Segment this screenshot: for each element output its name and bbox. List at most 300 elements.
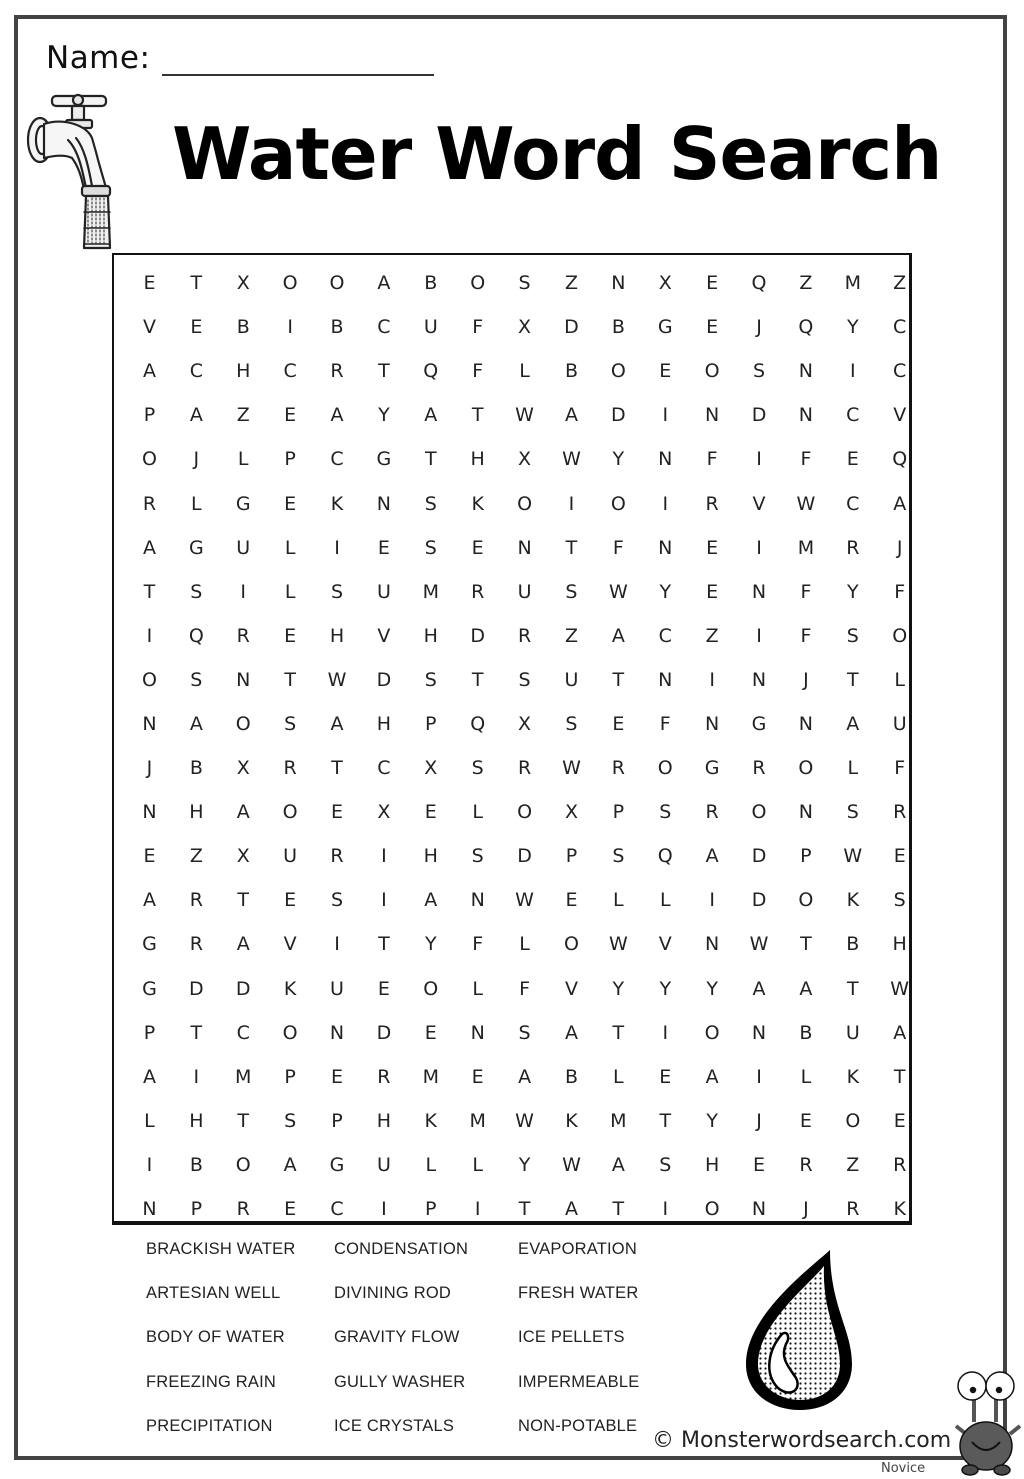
grid-cell[interactable]: B (330, 316, 344, 339)
grid-cell[interactable]: W (515, 889, 534, 912)
grid-cell[interactable]: U (283, 845, 298, 868)
grid-cell[interactable]: E (190, 316, 203, 339)
grid-cell[interactable]: Z (564, 624, 578, 647)
grid-cell[interactable]: T (190, 1021, 203, 1044)
grid-cell[interactable]: S (284, 712, 297, 735)
grid-cell[interactable]: N (376, 492, 391, 515)
grid-cell[interactable]: A (752, 977, 766, 1000)
grid-cell[interactable]: E (799, 1109, 812, 1132)
grid-cell[interactable]: I (662, 1021, 669, 1044)
grid-cell[interactable]: D (751, 889, 767, 912)
grid-cell[interactable]: B (189, 1153, 203, 1176)
grid-cell[interactable]: W (843, 845, 863, 868)
grid-cell[interactable]: W (608, 580, 628, 603)
grid-cell[interactable]: H (892, 933, 907, 956)
grid-cell[interactable]: R (846, 536, 860, 559)
grid-cell[interactable]: O (282, 801, 298, 824)
grid-cell[interactable]: Y (378, 404, 390, 427)
grid-cell[interactable]: I (662, 1198, 669, 1221)
grid-cell[interactable]: L (800, 1065, 812, 1088)
grid-cell[interactable]: W (562, 757, 581, 780)
grid-cell[interactable]: A (236, 933, 250, 956)
grid-cell[interactable]: O (751, 801, 767, 824)
grid-cell[interactable]: H (236, 360, 251, 383)
grid-cell[interactable]: X (377, 801, 391, 824)
grid-cell[interactable]: S (659, 1153, 672, 1176)
grid-cell[interactable]: G (376, 448, 392, 471)
grid-cell[interactable]: J (756, 1109, 762, 1132)
grid-cell[interactable]: S (893, 889, 906, 912)
grid-cell[interactable]: H (189, 1109, 204, 1132)
grid-cell[interactable]: S (471, 757, 484, 780)
grid-cell[interactable]: A (330, 404, 344, 427)
grid-cell[interactable]: B (189, 757, 203, 780)
grid-cell[interactable]: T (612, 1198, 625, 1221)
grid-cell[interactable]: S (284, 1109, 297, 1132)
grid-cell[interactable]: A (518, 1065, 532, 1088)
grid-cell[interactable]: L (284, 580, 296, 603)
grid-cell[interactable]: R (893, 801, 907, 824)
grid-cell[interactable]: L (237, 448, 249, 471)
grid-cell[interactable]: F (472, 360, 484, 383)
grid-cell[interactable]: P (425, 712, 437, 735)
grid-cell[interactable]: W (562, 448, 581, 471)
grid-cell[interactable]: U (892, 712, 907, 735)
grid-cell[interactable]: Y (518, 1153, 531, 1176)
grid-cell[interactable]: A (564, 1198, 578, 1221)
grid-cell[interactable]: I (146, 1153, 153, 1176)
grid-cell[interactable]: F (659, 712, 671, 735)
grid-cell[interactable]: F (519, 977, 531, 1000)
grid-cell[interactable]: O (657, 757, 673, 780)
grid-cell[interactable]: B (424, 272, 438, 295)
grid-cell[interactable]: R (893, 1153, 907, 1176)
grid-cell[interactable]: N (517, 536, 532, 559)
grid-cell[interactable]: S (518, 272, 531, 295)
grid-cell[interactable]: X (424, 757, 438, 780)
grid-cell[interactable]: I (850, 360, 856, 383)
grid-cell[interactable]: T (237, 889, 250, 912)
grid-cell[interactable]: X (518, 448, 532, 471)
grid-cell[interactable]: G (142, 933, 157, 956)
grid-cell[interactable]: E (471, 536, 484, 559)
grid-cell[interactable]: S (518, 1021, 531, 1044)
grid-cell[interactable]: S (330, 580, 344, 603)
grid-cell[interactable]: I (334, 536, 340, 559)
grid-cell[interactable]: Y (706, 977, 718, 1000)
grid-cell[interactable]: H (423, 624, 438, 647)
grid-cell[interactable]: T (424, 448, 437, 471)
grid-cell[interactable]: Y (659, 977, 672, 1000)
grid-cell[interactable]: I (381, 889, 387, 912)
grid-cell[interactable]: F (612, 536, 624, 559)
grid-cell[interactable]: S (612, 845, 625, 868)
grid-cell[interactable]: E (893, 1109, 906, 1132)
grid-cell[interactable]: N (705, 712, 720, 735)
grid-cell[interactable]: I (756, 624, 762, 647)
grid-cell[interactable]: C (893, 360, 907, 383)
grid-cell[interactable]: L (284, 536, 296, 559)
grid-cell[interactable]: E (565, 889, 578, 912)
grid-cell[interactable]: C (658, 624, 672, 647)
grid-cell[interactable]: J (896, 536, 903, 559)
grid-cell[interactable]: R (189, 889, 203, 912)
grid-cell[interactable]: M (422, 1065, 439, 1088)
grid-cell[interactable]: L (472, 977, 483, 1000)
grid-cell[interactable]: P (190, 1198, 203, 1221)
grid-cell[interactable]: F (894, 757, 906, 780)
grid-cell[interactable]: D (235, 977, 251, 1000)
grid-cell[interactable]: W (327, 668, 347, 691)
grid-cell[interactable]: V (658, 933, 672, 956)
grid-cell[interactable]: I (381, 845, 387, 868)
grid-cell[interactable]: R (330, 360, 344, 383)
grid-cell[interactable]: O (610, 492, 626, 515)
grid-cell[interactable]: Y (847, 316, 859, 339)
grid-cell[interactable]: H (704, 1153, 720, 1176)
grid-cell[interactable]: V (283, 933, 297, 956)
grid-cell[interactable]: E (284, 889, 297, 912)
grid-cell[interactable]: E (331, 801, 344, 824)
grid-cell[interactable]: A (283, 1153, 297, 1176)
grid-cell[interactable]: Z (189, 845, 203, 868)
grid-cell[interactable]: S (518, 668, 531, 691)
grid-cell[interactable]: T (893, 1065, 906, 1088)
grid-cell[interactable]: Q (188, 624, 204, 647)
grid-cell[interactable]: L (191, 492, 202, 515)
grid-cell[interactable]: Q (423, 360, 439, 383)
grid-cell[interactable]: R (142, 492, 157, 515)
grid-cell[interactable]: H (470, 448, 485, 471)
grid-cell[interactable]: E (706, 580, 719, 603)
grid-cell[interactable]: R (752, 757, 766, 780)
grid-cell[interactable]: W (515, 1109, 534, 1132)
name-input-line[interactable] (162, 41, 434, 76)
grid-cell[interactable]: J (146, 757, 153, 780)
grid-cell[interactable]: J (803, 668, 809, 691)
grid-cell[interactable]: F (894, 580, 906, 603)
grid-cell[interactable]: P (143, 404, 156, 427)
grid-cell[interactable]: N (798, 712, 814, 735)
grid-cell[interactable]: E (377, 536, 390, 559)
grid-cell[interactable]: T (378, 933, 390, 956)
grid-cell[interactable]: F (800, 448, 812, 471)
grid-cell[interactable]: R (611, 757, 625, 780)
grid-cell[interactable]: W (562, 1153, 581, 1176)
grid-cell[interactable]: O (517, 801, 533, 824)
grid-cell[interactable]: B (799, 1021, 813, 1044)
grid-cell[interactable]: G (329, 1153, 345, 1176)
letter-grid[interactable] (126, 261, 923, 1231)
grid-cell[interactable]: I (662, 492, 669, 515)
grid-cell[interactable]: S (424, 668, 437, 691)
grid-cell[interactable]: X (658, 272, 672, 295)
grid-cell[interactable]: X (236, 845, 250, 868)
grid-cell[interactable]: X (518, 712, 532, 735)
grid-cell[interactable]: X (518, 316, 532, 339)
grid-cell[interactable]: A (142, 360, 156, 383)
grid-cell[interactable]: S (846, 624, 859, 647)
grid-cell[interactable]: H (329, 624, 345, 647)
grid-cell[interactable]: E (284, 492, 297, 515)
grid-cell[interactable]: O (704, 1198, 720, 1221)
grid-cell[interactable]: T (565, 536, 578, 559)
grid-cell[interactable]: R (236, 1198, 250, 1221)
grid-cell[interactable]: A (705, 845, 719, 868)
grid-cell[interactable]: A (611, 624, 625, 647)
grid-cell[interactable]: L (613, 1065, 624, 1088)
grid-cell[interactable]: C (283, 360, 297, 383)
grid-cell[interactable]: T (471, 668, 484, 691)
grid-cell[interactable]: O (235, 712, 251, 735)
grid-cell[interactable]: Y (612, 448, 625, 471)
grid-cell[interactable]: Z (236, 404, 250, 427)
grid-cell[interactable]: M (422, 580, 439, 603)
grid-cell[interactable]: A (330, 712, 344, 735)
grid-cell[interactable]: A (424, 889, 438, 912)
grid-cell[interactable]: I (240, 580, 247, 603)
grid-cell[interactable]: W (796, 492, 816, 515)
grid-cell[interactable]: C (330, 448, 344, 471)
grid-cell[interactable]: O (517, 492, 533, 515)
grid-cell[interactable]: E (331, 1065, 344, 1088)
grid-cell[interactable]: Q (892, 448, 908, 471)
grid-cell[interactable]: I (756, 1065, 762, 1088)
grid-cell[interactable]: C (893, 316, 907, 339)
grid-cell[interactable]: E (284, 1198, 297, 1221)
grid-cell[interactable]: V (893, 404, 907, 427)
grid-cell[interactable]: O (563, 933, 579, 956)
grid-cell[interactable]: X (564, 801, 578, 824)
grid-cell[interactable]: K (330, 492, 344, 515)
grid-cell[interactable]: J (193, 448, 200, 471)
grid-cell[interactable]: J (756, 316, 762, 339)
grid-cell[interactable]: E (612, 712, 625, 735)
grid-cell[interactable]: E (377, 977, 390, 1000)
grid-cell[interactable]: A (705, 1065, 719, 1088)
grid-cell[interactable]: H (376, 1109, 392, 1132)
grid-cell[interactable]: A (142, 1065, 156, 1088)
grid-cell[interactable]: T (659, 1109, 672, 1132)
grid-cell[interactable]: E (659, 1065, 672, 1088)
grid-cell[interactable]: W (608, 933, 628, 956)
grid-cell[interactable]: P (565, 845, 578, 868)
grid-cell[interactable]: N (705, 404, 720, 427)
grid-cell[interactable]: S (424, 492, 437, 515)
grid-cell[interactable]: N (142, 801, 157, 824)
grid-cell[interactable]: T (847, 977, 859, 1000)
grid-cell[interactable]: R (799, 1153, 813, 1176)
grid-cell[interactable]: S (752, 360, 766, 383)
grid-cell[interactable]: S (190, 668, 203, 691)
grid-cell[interactable]: R (517, 757, 532, 780)
grid-cell[interactable]: H (189, 801, 204, 824)
grid-cell[interactable]: L (472, 1153, 483, 1176)
grid-cell[interactable]: D (611, 404, 626, 427)
grid-cell[interactable]: A (424, 404, 438, 427)
grid-cell[interactable]: T (471, 404, 484, 427)
grid-cell[interactable]: P (425, 1198, 437, 1221)
grid-cell[interactable]: W (749, 933, 769, 956)
grid-cell[interactable]: C (330, 1198, 344, 1221)
grid-cell[interactable]: E (706, 316, 719, 339)
grid-cell[interactable]: K (565, 1109, 578, 1132)
grid-cell[interactable]: A (142, 536, 156, 559)
grid-cell[interactable]: Z (846, 1153, 860, 1176)
grid-cell[interactable]: G (657, 316, 673, 339)
grid-cell[interactable]: R (236, 624, 250, 647)
grid-cell[interactable]: Z (893, 272, 907, 295)
grid-cell[interactable]: L (613, 889, 624, 912)
grid-cell[interactable]: W (890, 977, 910, 1000)
grid-cell[interactable]: E (143, 272, 156, 295)
grid-cell[interactable]: L (847, 757, 859, 780)
grid-cell[interactable]: C (189, 360, 203, 383)
grid-cell[interactable]: U (517, 580, 532, 603)
grid-cell[interactable]: N (798, 801, 814, 824)
grid-cell[interactable]: E (143, 845, 156, 868)
grid-cell[interactable]: T (612, 1021, 625, 1044)
grid-cell[interactable]: X (236, 757, 250, 780)
grid-cell[interactable]: N (658, 536, 673, 559)
grid-cell[interactable]: R (705, 801, 719, 824)
grid-cell[interactable]: L (659, 889, 671, 912)
grid-cell[interactable]: C (846, 404, 860, 427)
grid-cell[interactable]: N (751, 1198, 767, 1221)
grid-cell[interactable]: Q (470, 712, 486, 735)
grid-cell[interactable]: I (756, 448, 762, 471)
grid-cell[interactable]: E (471, 1065, 484, 1088)
grid-cell[interactable]: O (798, 757, 814, 780)
grid-cell[interactable]: N (236, 668, 251, 691)
grid-cell[interactable]: I (334, 933, 340, 956)
grid-cell[interactable]: S (471, 845, 484, 868)
grid-cell[interactable]: U (376, 1153, 391, 1176)
grid-cell[interactable]: N (658, 668, 673, 691)
grid-cell[interactable]: Y (659, 580, 672, 603)
grid-cell[interactable]: T (143, 580, 156, 603)
grid-cell[interactable]: T (331, 757, 343, 780)
grid-cell[interactable]: E (284, 404, 297, 427)
grid-cell[interactable]: V (752, 492, 766, 515)
grid-cell[interactable]: B (564, 360, 578, 383)
grid-cell[interactable]: P (284, 448, 296, 471)
grid-cell[interactable]: O (282, 272, 298, 295)
grid-cell[interactable]: Q (657, 845, 673, 868)
grid-cell[interactable]: Y (706, 1109, 718, 1132)
grid-cell[interactable]: S (565, 712, 578, 735)
grid-cell[interactable]: C (236, 1021, 250, 1044)
grid-cell[interactable]: N (751, 1021, 767, 1044)
grid-cell[interactable]: U (376, 580, 391, 603)
grid-cell[interactable]: Z (705, 624, 719, 647)
grid-cell[interactable]: E (659, 360, 672, 383)
grid-cell[interactable]: N (705, 933, 720, 956)
grid-cell[interactable]: A (611, 1153, 625, 1176)
grid-cell[interactable]: T (518, 1198, 531, 1221)
grid-cell[interactable]: A (846, 712, 860, 735)
grid-cell[interactable]: G (142, 977, 157, 1000)
grid-cell[interactable]: C (377, 316, 391, 339)
grid-cell[interactable]: A (377, 272, 391, 295)
grid-cell[interactable]: A (893, 1021, 907, 1044)
grid-cell[interactable]: D (751, 845, 767, 868)
grid-cell[interactable]: C (846, 492, 860, 515)
grid-cell[interactable]: R (189, 933, 203, 956)
grid-cell[interactable]: K (424, 1109, 438, 1132)
grid-cell[interactable]: N (798, 404, 814, 427)
grid-cell[interactable]: B (846, 933, 860, 956)
grid-cell[interactable]: L (519, 360, 530, 383)
grid-cell[interactable]: O (141, 448, 157, 471)
grid-cell[interactable]: T (800, 933, 812, 956)
grid-cell[interactable]: O (892, 624, 908, 647)
grid-cell[interactable]: I (381, 1198, 387, 1221)
grid-cell[interactable]: R (377, 1065, 391, 1088)
grid-cell[interactable]: E (706, 536, 719, 559)
grid-cell[interactable]: D (751, 404, 767, 427)
grid-cell[interactable]: B (236, 316, 250, 339)
grid-cell[interactable]: M (235, 1065, 252, 1088)
grid-cell[interactable]: H (423, 845, 438, 868)
grid-cell[interactable]: O (704, 1021, 720, 1044)
grid-cell[interactable]: R (705, 492, 719, 515)
grid-cell[interactable]: S (330, 889, 344, 912)
grid-cell[interactable]: A (236, 801, 250, 824)
grid-cell[interactable]: R (283, 757, 297, 780)
grid-cell[interactable]: U (845, 1021, 860, 1044)
grid-cell[interactable]: V (564, 977, 578, 1000)
grid-cell[interactable]: X (236, 272, 250, 295)
grid-cell[interactable]: Z (799, 272, 813, 295)
grid-cell[interactable]: M (469, 1109, 486, 1132)
grid-cell[interactable]: O (470, 272, 486, 295)
grid-cell[interactable]: N (751, 580, 767, 603)
grid-cell[interactable]: N (142, 1198, 157, 1221)
grid-cell[interactable]: G (751, 712, 767, 735)
grid-cell[interactable]: U (330, 977, 344, 1000)
grid-cell[interactable]: O (423, 977, 439, 1000)
grid-cell[interactable]: I (568, 492, 575, 515)
grid-cell[interactable]: E (284, 624, 297, 647)
grid-cell[interactable]: T (612, 668, 625, 691)
grid-cell[interactable]: M (610, 1109, 627, 1132)
grid-cell[interactable]: Y (612, 977, 625, 1000)
grid-cell[interactable]: N (611, 272, 626, 295)
grid-cell[interactable]: K (846, 889, 860, 912)
grid-cell[interactable]: E (424, 1021, 437, 1044)
grid-cell[interactable]: O (235, 1153, 251, 1176)
grid-cell[interactable]: R (330, 845, 344, 868)
grid-cell[interactable]: H (376, 712, 392, 735)
grid-cell[interactable]: O (329, 272, 345, 295)
grid-cell[interactable]: O (845, 1109, 861, 1132)
grid-cell[interactable]: I (193, 1065, 200, 1088)
grid-cell[interactable]: K (846, 1065, 860, 1088)
grid-cell[interactable]: S (565, 580, 578, 603)
grid-cell[interactable]: G (235, 492, 251, 515)
grid-cell[interactable]: O (282, 1021, 298, 1044)
grid-cell[interactable]: A (564, 404, 578, 427)
grid-cell[interactable]: R (846, 1198, 860, 1221)
grid-cell[interactable]: Z (564, 272, 578, 295)
grid-cell[interactable]: S (659, 801, 672, 824)
grid-cell[interactable]: A (564, 1021, 578, 1044)
grid-cell[interactable]: P (143, 1021, 156, 1044)
grid-cell[interactable]: N (142, 712, 157, 735)
grid-cell[interactable]: L (144, 1109, 155, 1132)
grid-cell[interactable]: L (425, 1153, 437, 1176)
